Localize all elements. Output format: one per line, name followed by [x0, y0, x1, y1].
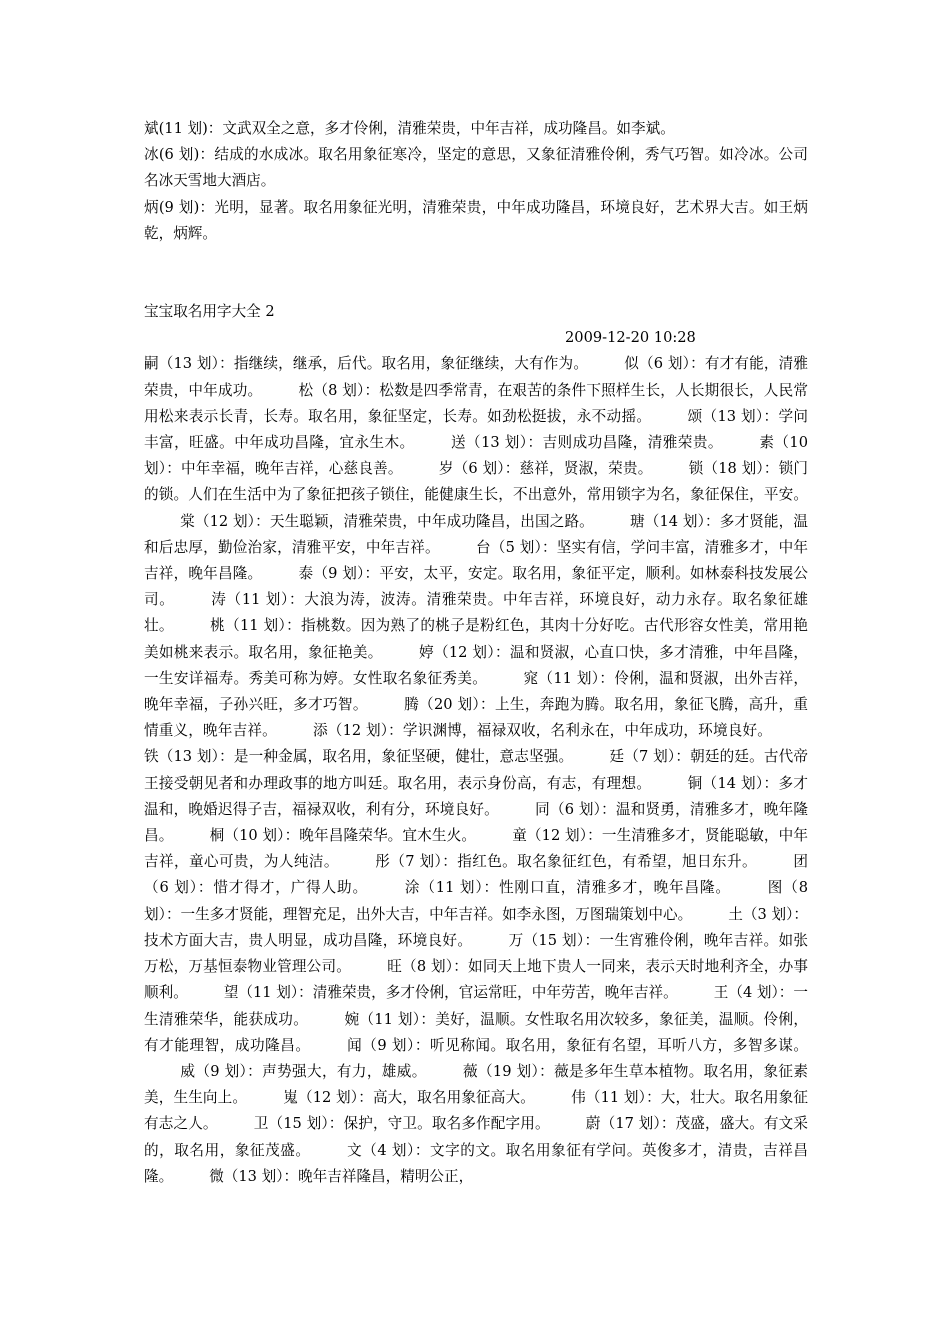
name-entry: 蔚（17 划）：茂盛，盛大。有文采的，取名用，象征茂盛。 — [144, 1115, 808, 1159]
name-entry: 桐（10 划）：晚年昌隆荣华。宜木生火。 — [209, 827, 477, 845]
name-entry: 松（8 划）：松数是四季常青，在艰苦的条件下照样生长，人长期很长，人民常用松来表示长青，长寿。取名用，象征坚定，长寿。如劲松挺拔，永不动摇。 — [144, 381, 808, 425]
name-entry: 瑭（14 划）：多才贤能，温和后忠厚，勤俭治家，清雅平安，中年吉祥。 — [144, 512, 808, 556]
name-entry: 台（5 划）：坚实有信，学问丰富，清雅多才，中年吉祥，晚年昌隆。 — [144, 538, 808, 583]
name-entry: 同（6 划）：温和贤勇，清雅多才，晚年隆昌。 — [144, 800, 808, 845]
name-entry: 窕（11 划）：伶俐，温和贤淑，出外吉祥，晚年幸福，子孙兴旺，多才巧智。 — [144, 669, 808, 714]
name-entry: 图（8 划）：一生多才贤能，理智充足，出外大吉，中年吉祥。如李永图，万图瑞策划中心。 — [144, 879, 808, 923]
name-entry: 送（13 划）：吉则成功昌隆，清雅荣贵。 — [450, 434, 723, 452]
name-entry: 素（10 划）：中年幸福，晚年吉祥，心慈良善。 — [144, 434, 808, 478]
name-entry: 闻（9 划）：听见称闻。取名用，象征有名望，耳听八方，多智多谋。 — [346, 1036, 808, 1054]
article-body — [144, 351, 808, 1190]
name-entry: 涂（11 划）：性刚口直，清雅多才，晚年昌隆。 — [403, 879, 731, 897]
article-title: 宝宝取名用字大全 2 — [144, 303, 275, 321]
name-entry: 嗣（13 划）：指继续，继承，后代。取名用，象征继续，大有作为。 — [144, 355, 589, 373]
name-entry: 万（15 划）：一生宵雅伶俐，晚年吉祥。如张万松，万基恒泰物业管理公司。 — [144, 931, 808, 976]
intro-section — [144, 116, 808, 247]
name-entry: 王（4 划）：一生清雅荣华，能获成功。 — [144, 984, 808, 1028]
name-entry: 微（13 划）：晚年吉祥隆昌，精明公正， — [209, 1167, 474, 1185]
name-entry: 廷（7 划）：朝廷的廷。古代帝王接受朝见者和办理政事的地方叫廷。取名用，表示身份高，有志，有理想。 — [144, 748, 808, 792]
name-entry: 望（11 划）：清雅荣贵，多才伶俐，官运常旺，中年劳苦，晚年吉祥。 — [223, 984, 678, 1002]
name-entry: 棠（12 划）：天生聪颖，清雅荣贵，中年成功隆昌，出国之路。 — [180, 512, 594, 530]
name-entry: 童（12 划）：一生清雅多才，贤能聪敏，中年吉祥，童心可贵，为人纯洁。 — [144, 827, 808, 871]
section-gap — [144, 247, 808, 299]
name-entry: 嵬（12 划）：高大，取名用象征高大。 — [283, 1089, 535, 1107]
name-entry: 锁（18 划）：锁门的锁。人们在生活中为了象征把孩子锁住，能健康生长，不出意外，常用锁字为名，象征保住，平安。 — [144, 460, 808, 504]
name-entry: 威（9 划）：声势强大，有力，雄威。 — [180, 1062, 427, 1080]
name-entry: 颂（13 划）：学问丰富，旺盛。中年成功昌隆，宜永生木。 — [144, 407, 808, 452]
intro-paragraph: 冰(6 划)：结成的水成冰。取名用象征寒冷，坚定的意思，又象征清雅伶俐，秀气巧智。如冷冰。公司名冰天雪地大酒店。 — [144, 146, 808, 190]
name-entry: 添（12 划）：学识渊博，福禄双收，名利永在，中年成功，环境良好。 — [312, 722, 772, 740]
name-entry: 涛（11 划）：大浪为涛，波涛。清雅荣贵。中年吉祥，环境良好，动力永存。取名象征雄壮。 — [144, 591, 808, 635]
name-entry: 文（4 划）：文字的文。取名用象征有学问。英俊多才，清贵，吉祥昌隆。 — [144, 1141, 808, 1185]
name-entry: 泰（9 划）：平安，太平，安定。取名用，象征平定，顺利。如林泰科技发展公司。 — [144, 565, 808, 609]
name-entry: 团（6 划）：惜才得才，广得人助。 — [144, 853, 808, 897]
name-entry: 似（6 划）：有才有能，清雅荣贵，中年成功。 — [144, 355, 808, 399]
name-entry: 土（3 划）：技术方面大吉，贵人明显，成功昌隆，环境良好。 — [144, 905, 808, 949]
name-entry: 薇（19 划）：薇是多年生草本植物。取名用，象征素美，生生向上。 — [144, 1062, 808, 1107]
name-entry: 桃（11 划）：指桃数。因为熟了的桃子是粉红色，其肉十分好吃。古代形容女性美，常用艳美如桃来表示。取名用，象征艳美。 — [144, 617, 808, 661]
name-entry: 铁（13 划）：是一种金属，取名用，象征坚硬，健壮，意志坚强。 — [144, 748, 574, 766]
name-entry: 伟（11 划）：大，壮大。取名用象征有志之人。 — [144, 1089, 808, 1133]
name-entry: 铜（14 划）：多才温和，晚婚迟得子吉，福禄双收，利有分，环境良好。 — [144, 774, 808, 818]
name-entry: 旺（8 划）：如同天上地下贵人一同来，表示天时地利齐全，办事顺利。 — [144, 958, 808, 1002]
name-entry: 岁（6 划）：慈祥，贤淑，荣贵。 — [438, 460, 653, 478]
document-page — [144, 116, 808, 1190]
intro-paragraph: 斌(11 划)：文武双全之意，多才伶俐，清雅荣贵，中年吉祥，成功隆昌。如李斌。 — [144, 120, 675, 137]
name-entry: 婉（11 划）：美好，温顺。女性取名用次较多，象征美，温顺。伶俐，有才能理智，成功隆昌。 — [144, 1010, 808, 1054]
intro-paragraph: 炳(9 划)：光明，显著。取名用象征光明，清雅荣贵，中年成功隆昌，环境良好，艺术界大吉。如王炳乾，炳辉。 — [144, 198, 808, 242]
name-entry: 婷（12 划）：温和贤淑，心直口快，多才清雅，中年昌隆，一生安详福寿。秀美可称为婷。女性取名象征秀美。 — [144, 643, 808, 687]
name-entry: 卫（15 划）：保护，守卫。取名多作配字用。 — [253, 1115, 550, 1133]
name-entry: 腾（20 划）：上生，奔跑为腾。取名用，象征飞腾，高升，重情重义，晚年吉祥。 — [144, 696, 808, 740]
name-entry: 彤（7 划）：指红色。取名象征红色，有希望，旭日东升。 — [374, 853, 757, 871]
article-date: 2009-12-20 10:28 — [565, 329, 696, 347]
